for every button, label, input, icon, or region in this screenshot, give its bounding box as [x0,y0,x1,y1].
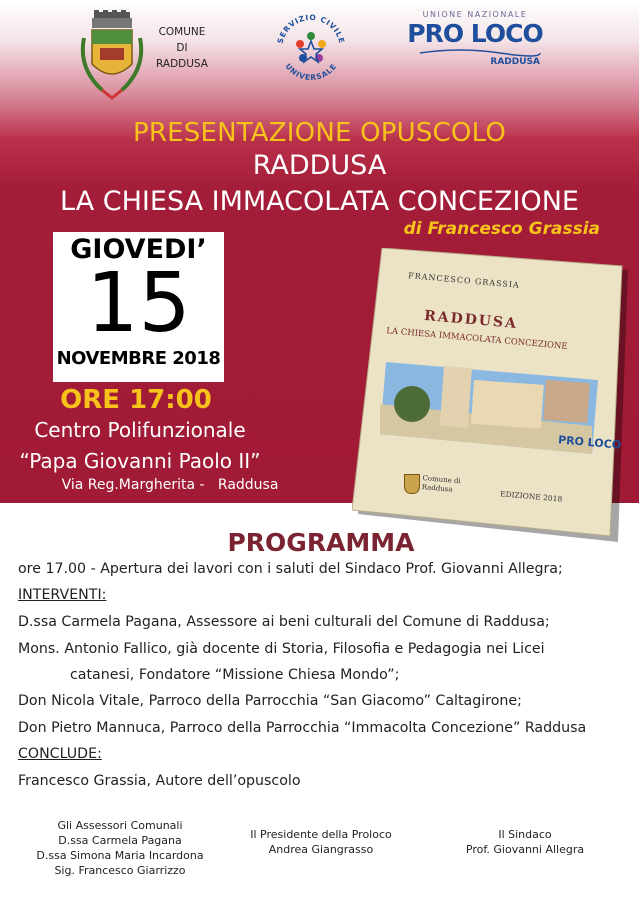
event-venue-line-2: “Papa Giovanni Paolo II” [19,449,261,473]
event-day: 15 [86,256,191,351]
programma-line-4: Mons. Antonio Fallico, già docente di Storia, Filosofia e Pedagogia nei Licei [18,641,545,657]
programma-line-8: CONCLUDE: [18,746,102,762]
proloco-logo [400,10,550,80]
book-edition: EDIZIONE 2018 [499,489,563,504]
programma-line-1: ore 17.00 - Apertura dei lavori con i saluti del Sindaco Prof. Giovanni Allegra; [18,561,563,577]
proloco-name: PRO LOCO [407,19,543,48]
programma-line-6: Don Nicola Vitale, Parroco della Parrocchia “San Giacomo” Caltagirone; [18,693,522,709]
signature-right [440,827,610,857]
signature-left-line-1: Gli Assessori Comunali [57,819,183,832]
book-author: FRANCESCO GRASSIA [407,271,521,290]
programma-line-9: Francesco Grassia, Autore dell’opuscolo [18,773,301,789]
comune-line-1: COMUNE [158,26,206,38]
event-time: ORE 17:00 [60,385,212,415]
svg-text:UNIVERSALE [283,62,338,82]
proloco-top-text: UNIONE NAZIONALE [422,10,528,19]
event-title-line-2: LA CHIESA IMMACOLATA CONCEZIONE [60,186,579,217]
book-subtitle: LA CHIESA IMMACOLATA CONCEZIONE [385,326,568,352]
book-crest-icon [404,474,420,494]
signature-right-line-1: Il Sindaco [498,828,552,841]
servizio-bottom-text: UNIVERSALE [283,61,339,83]
event-title-line-1: RADDUSA [252,150,387,181]
book-title: RADDUSA [423,307,519,333]
proloco-sub-text: RADDUSA [490,57,540,67]
comune-line-3: RADDUSA [156,58,208,70]
signature-left-line-4: Sig. Francesco Giarrizzo [54,864,186,877]
comune-crest-icon [76,8,148,108]
comune-line-2: DI [176,42,188,54]
programma-line-5: catanesi, Fondatore “Missione Chiesa Mondo”; [70,667,400,683]
book-proloco-logo: PRO LOCO [557,433,622,452]
servizio-civile-logo [270,8,352,90]
signature-center [226,827,416,857]
programma-line-2: INTERVENTI: [18,587,107,603]
book-comune-text: Comune di Raddusa [421,474,462,494]
signature-left-line-3: D.ssa Simona Maria Incardona [36,849,204,862]
date-box [53,232,224,382]
star-figures-icon [296,32,326,62]
event-venue-line-1: Centro Polifunzionale [34,418,246,442]
event-kicker: PRESENTAZIONE OPUSCOLO [132,118,506,148]
book-cover [352,248,632,542]
programma-line-7: Don Pietro Mannuca, Parroco della Parrocchia “Immacolta Concezione” Raddusa [18,720,587,736]
event-weekday: GIOVEDI’ [70,234,207,265]
signature-center-line-1: Il Presidente della Proloco [250,828,392,841]
event-author: di Francesco Grassia [403,219,600,239]
event-address: Via Reg.Margherita - Raddusa [61,477,279,493]
signature-left [20,818,220,878]
programma-line-3: D.ssa Carmela Pagana, Assessore ai beni culturali del Comune di Raddusa; [18,614,550,630]
servizio-top-text: SERVIZIO CIVILE [275,12,347,45]
signature-center-line-2: Andrea Giangrasso [268,843,374,856]
signature-left-line-2: D.ssa Carmela Pagana [58,834,182,847]
programma-title: PROGRAMMA [227,528,415,557]
comune-label [152,24,212,72]
proloco-wave-icon [400,49,550,57]
signature-right-line-2: Prof. Giovanni Allegra [465,843,585,856]
event-month-year: NOVEMBRE 2018 [56,348,221,369]
